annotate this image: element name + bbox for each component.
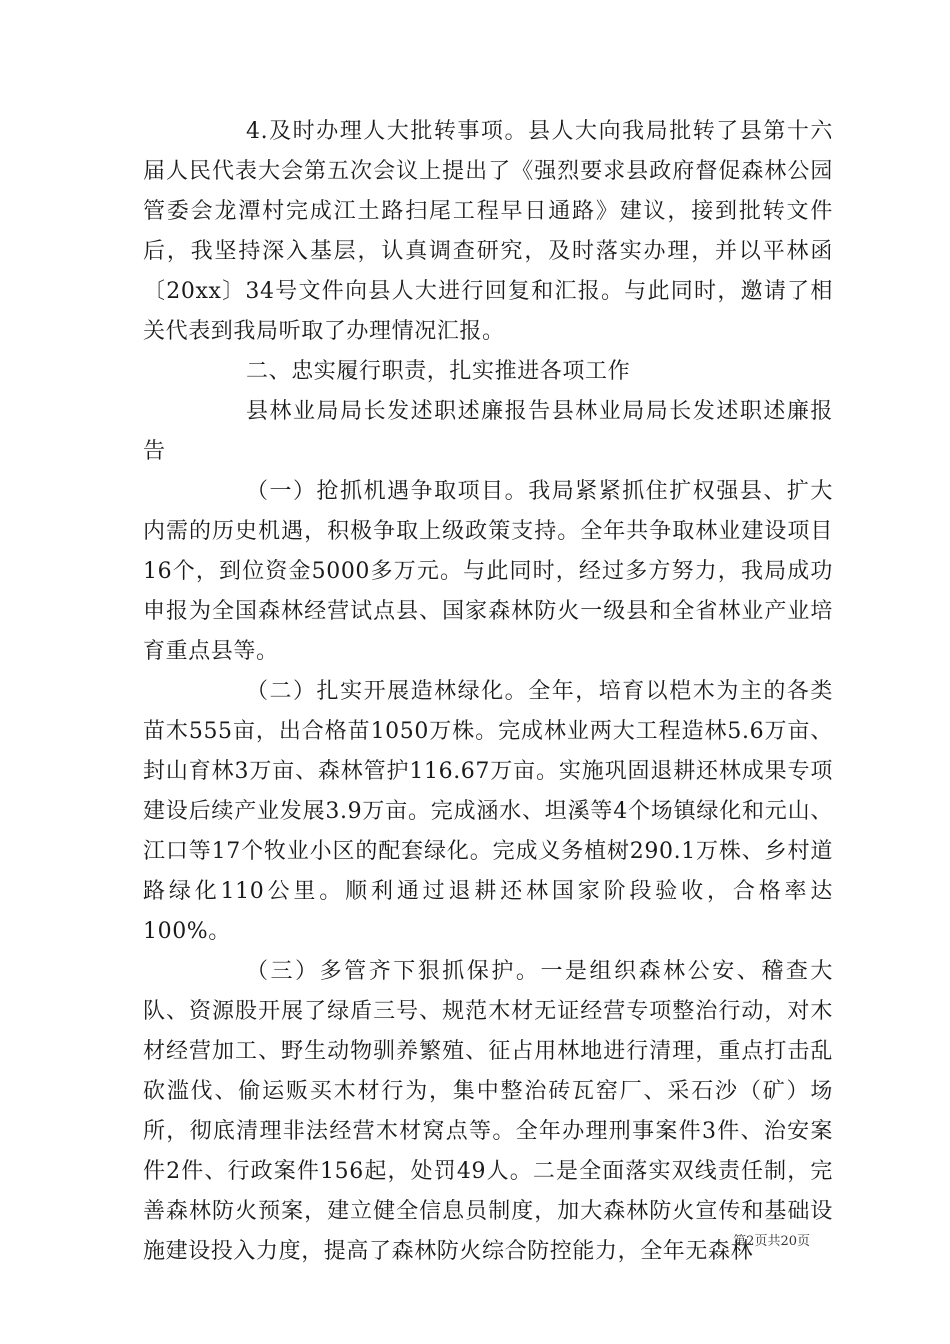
paragraph-report-title: 县林业局局长发述职述廉报告县林业局局长发述职述廉报告 bbox=[143, 399, 833, 464]
paragraph-afforestation: （二）扎实开展造林绿化。全年，培育以桤木为主的各类苗木555亩，出合格苗1050万株。完成林业两大工程造林5.6万亩、封山育林3万亩、森林管护116.67万亩。实施巩固退耕还林成果专项建设后续产业发展3.9万亩。完成涵水、坦溪等4个场镇绿化和元山、江口等17个牧业小区的配套绿化。完成义务植树290.1万株、乡村道路绿化110公里。顺利通过退耕还林国家阶段验收，合格率达100%。 bbox=[143, 679, 833, 944]
section-heading: 二、忠实履行职责，扎实推进各项工作 bbox=[246, 359, 631, 384]
paragraph-npc-referral: 4.及时办理人大批转事项。县人大向我局批转了县第十六届人民代表大会第五次会议上提出了《强烈要求县政府督促森林公园管委会龙潭村完成江土路扫尾工程早日通路》建议，接到批转文件后，我坚持深入基层，认真调查研究，及时落实办理，并以平林函〔20xx〕34号文件向县人大进行回复和汇报。与此同时，邀请了相关代表到我局听取了办理情况汇报。 bbox=[143, 119, 833, 344]
paragraph-protection: （三）多管齐下狠抓保护。一是组织森林公安、稽查大队、资源股开展了绿盾三号、规范木材无证经营专项整治行动，对木材经营加工、野生动物驯养繁殖、征占用林地进行清理，重点打击乱砍滥伐、偷运贩买木材行为，集中整治砖瓦窑厂、采石沙（矿）场所，彻底清理非法经营木材窝点等。全年办理刑事案件3件、治安案件2件、行政案件156起，处罚49人。二是全面落实双线责任制，完善森林防火预案，建立健全信息员制度，加大森林防火宣传和基础设施建设投入力度，提高了森林防火综合防控能力，全年无森林 bbox=[143, 959, 833, 1264]
document-body bbox=[143, 112, 833, 1272]
paragraph-projects: （一）抢抓机遇争取项目。我局紧紧抓住扩权强县、扩大内需的历史机遇，积极争取上级政策支持。全年共争取林业建设项目16个，到位资金5000多万元。与此同时，经过多方努力，我局成功申报为全国森林经营试点县、国家森林防火一级县和全省林业产业培育重点县等。 bbox=[143, 479, 833, 664]
page-number: 第2页共20页 bbox=[733, 1234, 810, 1249]
